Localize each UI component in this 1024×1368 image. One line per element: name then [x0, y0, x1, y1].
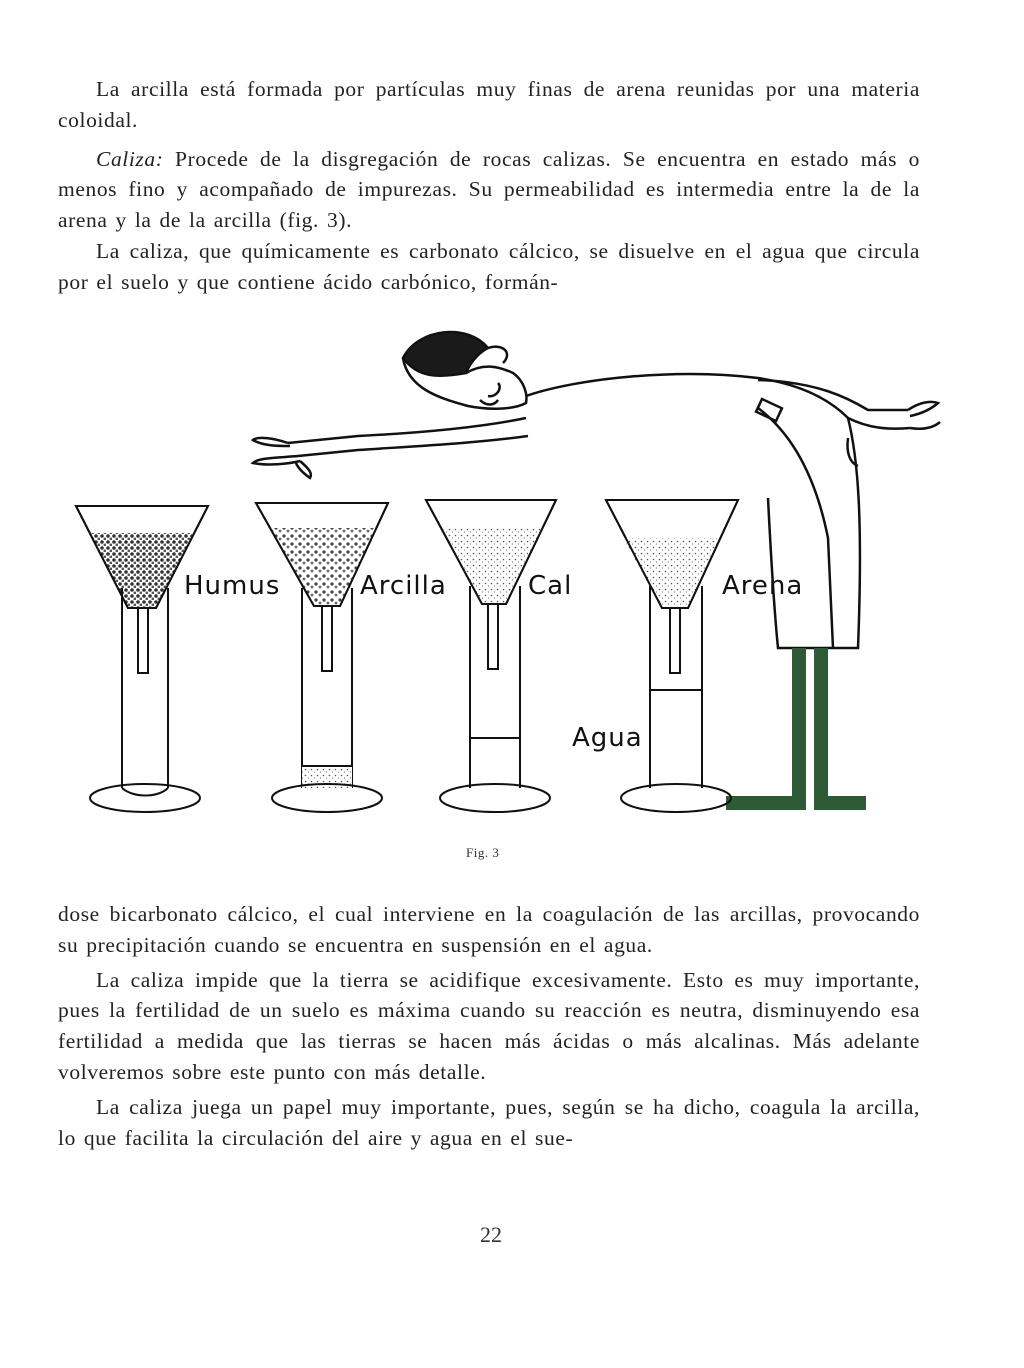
- figure-caption: Fig. 3: [466, 845, 500, 860]
- funnel-arcilla: [256, 503, 388, 812]
- illustration: [58, 318, 958, 838]
- paragraph: La caliza, que químicamente es carbonato cálcico, se disuelve en el agua que circula por el suelo y que contiene ácido carbónico, formán-: [58, 238, 920, 294]
- paragraph: La caliza impide que la tierra se acidifique excesivamente. Esto es muy importante, pues la fertilidad de un suelo es máxima cuando su reacción es neutra, disminuyendo esa fertilidad a medida que las tierras se hacen más ácidas o más alcalinas. Más adelante volveremos sobre este punto con más detalle.: [58, 967, 920, 1084]
- funnel-arena: [606, 500, 738, 812]
- page-number: 22: [480, 1222, 502, 1247]
- term-caliza: Caliza:: [96, 146, 164, 171]
- label-cal: Cal: [528, 571, 573, 601]
- paragraph: La arcilla está formada por partículas muy finas de arena reunidas por una materia coloidal.: [58, 77, 920, 132]
- upper-text: [58, 74, 920, 298]
- label-arcilla: Arcilla: [360, 571, 447, 601]
- lower-text: [58, 899, 920, 1153]
- paragraph: dose bicarbonato cálcico, el cual interviene en la coagulación de las arcillas, provocando su precipitación cuando se encuentra en suspensión en el agua.: [58, 902, 920, 957]
- funnel-cal: [426, 500, 556, 812]
- funnel-humus: [76, 506, 208, 812]
- label-humus: Humus: [184, 571, 281, 601]
- figure-funnels: [58, 318, 958, 878]
- paragraph: [58, 144, 920, 236]
- label-agua: Agua: [572, 723, 643, 753]
- paragraph-body: Procede de la disgregación de rocas calizas. Se encuentra en estado más o menos fino y acompañado de impurezas. Su permeabilidad es intermedia entre la de la arena y la de la arcilla (fig. 3).: [58, 146, 920, 233]
- label-arena: Arena: [722, 571, 804, 601]
- paragraph: La caliza juega un papel muy importante, pues, según se ha dicho, coagula la arcilla, lo que facilita la circulación del aire y agua en el sue-: [58, 1094, 920, 1150]
